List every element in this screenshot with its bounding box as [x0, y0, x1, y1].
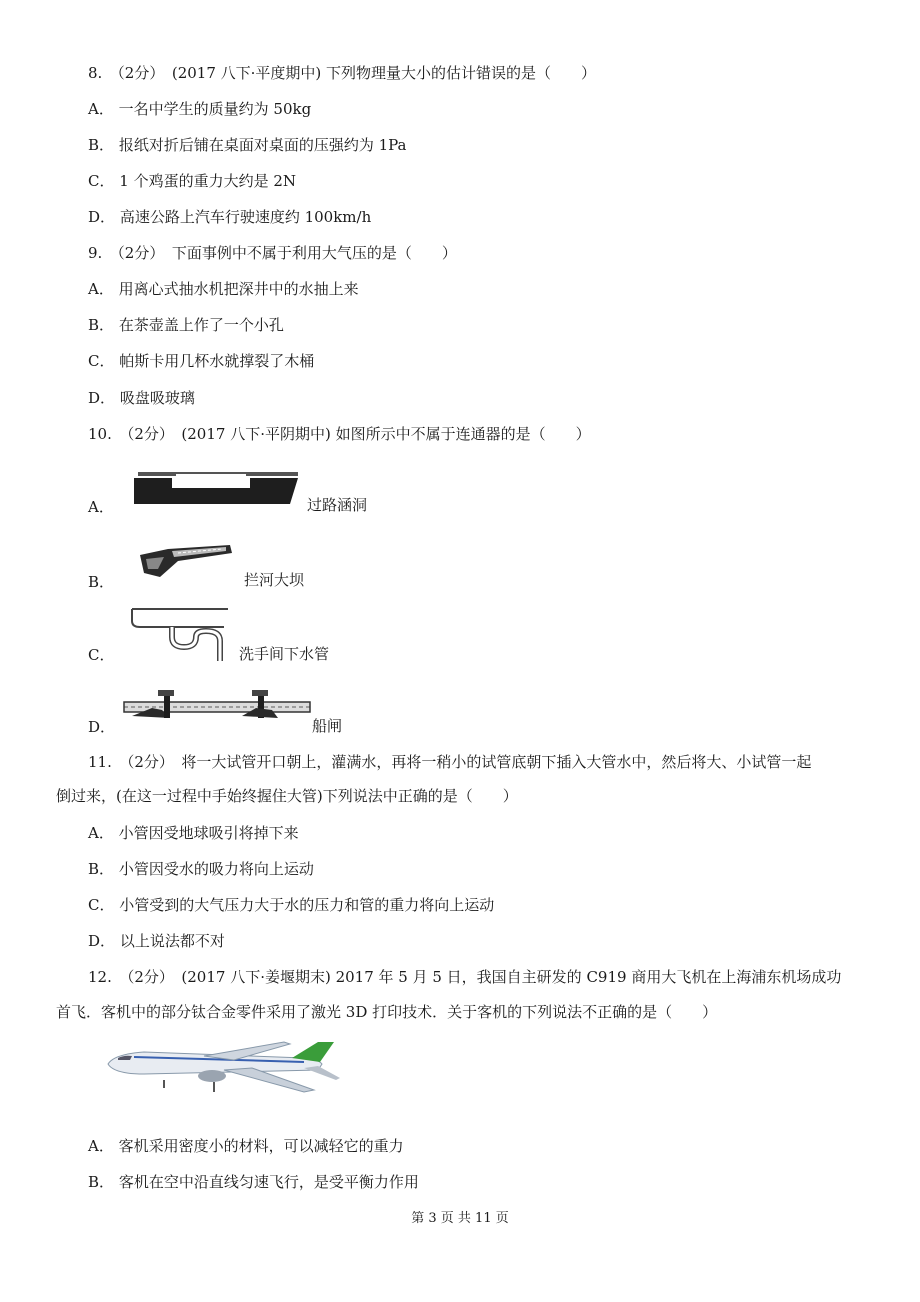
option-text: 以上说法都不对	[119, 932, 225, 950]
ship-lock-figure	[122, 686, 312, 726]
drain-pipe-figure	[128, 603, 234, 663]
q8-option-c	[88, 171, 296, 191]
q12-option-b	[88, 1172, 419, 1192]
q12-option-a	[88, 1136, 404, 1156]
option-text: 客机在空中沿直线匀速飞行，是受平衡力作用	[118, 1173, 419, 1191]
option-text: 小管因受地球吸引将掉下来	[118, 824, 299, 842]
option-label: C．	[88, 896, 115, 914]
option-label: C．	[88, 172, 115, 190]
q10-option-a-label: A．	[88, 498, 114, 516]
q10-option-d-label: D．	[88, 718, 116, 736]
culvert-figure	[132, 470, 302, 510]
option-label: A．	[88, 280, 114, 298]
page-footer: 第 3 页 共 11 页	[411, 1211, 509, 1226]
dam-figure	[138, 543, 234, 579]
q9-option-a	[88, 279, 359, 299]
option-text: 1 个鸡蛋的重力大约是 2N	[119, 172, 297, 190]
option-label: A．	[88, 100, 114, 118]
q10-option-c-caption: 洗手间下水管	[239, 645, 330, 663]
q10-option-b-label: B．	[88, 573, 115, 591]
q10-option-d-caption: 船闸	[312, 717, 343, 735]
q10-option-b-caption: 拦河大坝	[244, 571, 305, 589]
option-text: 报纸对折后铺在桌面对桌面的压强约为 1Pa	[118, 136, 407, 154]
q10-option-a-caption: 过路涵洞	[307, 496, 368, 514]
airplane-figure	[104, 1040, 342, 1102]
option-text: 帕斯卡用几杯水就撑裂了木桶	[119, 352, 315, 370]
q11-option-b	[88, 859, 314, 879]
q11-option-d	[88, 931, 225, 951]
q8-stem: 8. （2分） (2017 八下·平度期中) 下列物理量大小的估计错误的是（ ）	[88, 64, 597, 82]
q12-stem-line1: 12. （2分） (2017 八下·姜堰期末) 2017 年 5 月 5 日，我国自主研发的 C919 商用大飞机在上海浦东机场成功	[88, 968, 842, 986]
q8-option-a	[88, 99, 311, 119]
q10-option-c-label: C．	[88, 646, 115, 664]
option-label: B．	[88, 860, 115, 878]
q9-option-c	[88, 351, 314, 371]
option-text: 客机采用密度小的材料，可以减轻它的重力	[118, 1137, 404, 1155]
q11-stem-line1: 11. （2分） 将一大试管开口朝上，灌满水，再将一稍小的试管底朝下插入大管水中，然后将大、小试管一起	[88, 753, 812, 771]
option-text: 吸盘吸玻璃	[119, 389, 195, 407]
q11-option-c	[88, 895, 494, 915]
q9-stem: 9. （2分） 下面事例中不属于利用大气压的是（ ）	[88, 244, 457, 262]
q11-stem-line2: 倒过来，(在这一过程中手始终握住大管)下列说法中正确的是（ ）	[56, 787, 518, 805]
option-label: B．	[88, 316, 115, 334]
option-text: 高速公路上汽车行驶速度约 100km/h	[119, 208, 372, 226]
option-label: A．	[88, 824, 114, 842]
option-label: D．	[88, 208, 116, 226]
option-label: B．	[88, 1173, 115, 1191]
option-text: 在茶壶盖上作了一个小孔	[118, 316, 284, 334]
q11-option-a	[88, 823, 299, 843]
option-text: 一名中学生的质量约为 50kg	[118, 100, 312, 118]
option-label: B．	[88, 136, 115, 154]
option-label: D．	[88, 389, 116, 407]
q12-stem-line2: 首飞．客机中的部分钛合金零件采用了激光 3D 打印技术．关于客机的下列说法不正确的是（ ）	[56, 1003, 718, 1021]
option-text: 用离心式抽水机把深井中的水抽上来	[118, 280, 359, 298]
option-label: D．	[88, 932, 116, 950]
option-label: C．	[88, 352, 115, 370]
q8-option-d	[88, 207, 371, 227]
q8-option-b	[88, 135, 407, 155]
q9-option-d	[88, 388, 195, 408]
option-label: A．	[88, 1137, 114, 1155]
option-text: 小管受到的大气压力大于水的压力和管的重力将向上运动	[119, 896, 495, 914]
q10-stem: 10. （2分） (2017 八下·平阴期中) 如图所示中不属于连通器的是（ ）	[88, 425, 591, 443]
option-text: 小管因受水的吸力将向上运动	[118, 860, 314, 878]
q9-option-b	[88, 315, 284, 335]
